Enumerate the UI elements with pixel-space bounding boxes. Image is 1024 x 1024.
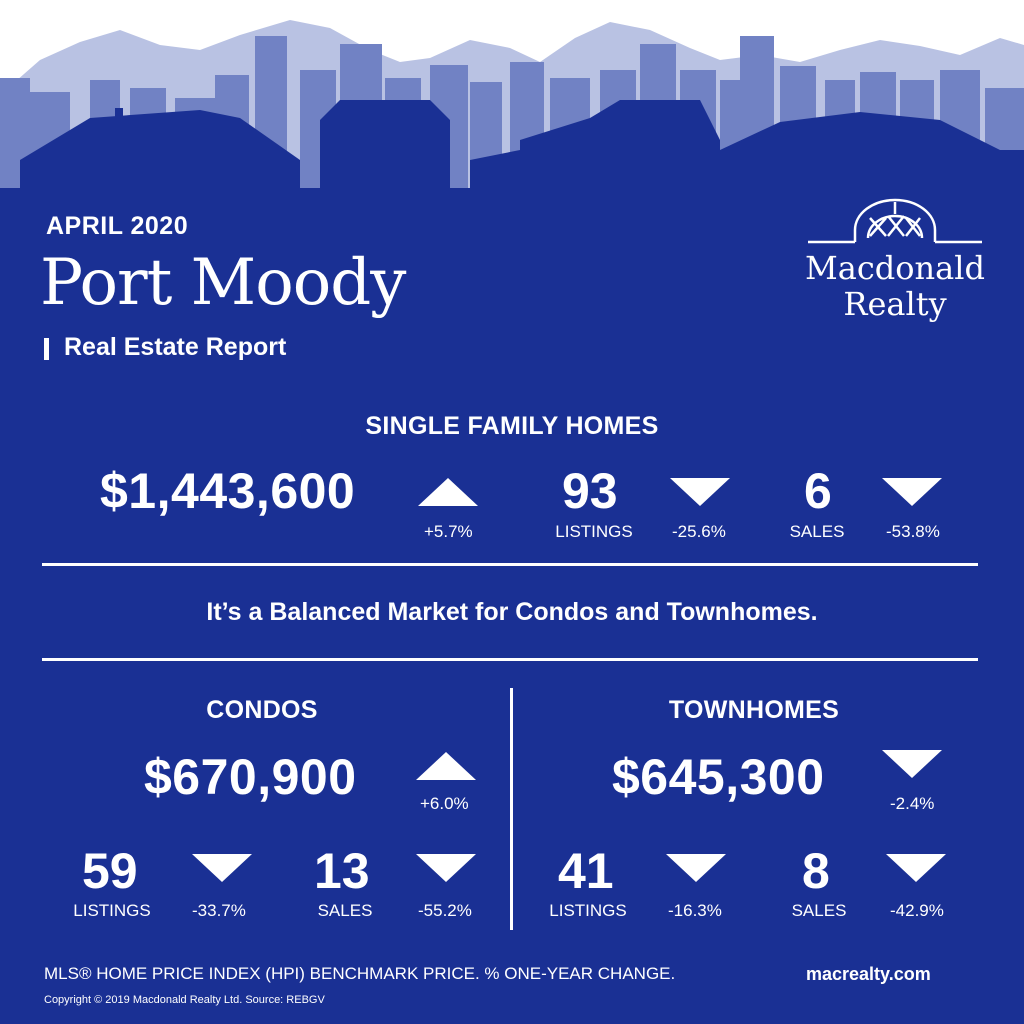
logo-emblem-icon [800, 196, 990, 248]
single-family-sales-label: SALES [789, 522, 845, 541]
single-family-sales-count: 6 [804, 463, 832, 519]
copyright: Copyright © 2019 Macdonald Realty Ltd. Source: REBGV [44, 994, 325, 1006]
townhomes-price: $645,300 [612, 749, 825, 805]
single-family-price: $1,443,600 [100, 463, 356, 519]
macdonald-realty-logo [800, 196, 990, 336]
condos-title: CONDOS [206, 696, 318, 724]
townhomes-listings-label: LISTINGS [549, 901, 627, 920]
condos-sales-change: -55.2% [418, 901, 472, 920]
logo-line-1: Macdonald [805, 249, 985, 287]
townhomes-sales-count: 8 [802, 843, 830, 899]
townhomes-listings-count: 41 [558, 843, 614, 899]
single-family-price-trend-icon [416, 476, 480, 508]
website-link[interactable]: macrealty.com [806, 964, 931, 984]
condos-listings-count: 59 [82, 843, 138, 899]
condos-sales-label: SALES [317, 901, 373, 920]
single-family-title: SINGLE FAMILY HOMES [365, 412, 659, 440]
townhomes-price-trend-icon [880, 748, 944, 780]
single-family-listings-change: -25.6% [672, 522, 726, 541]
townhomes-title: TOWNHOMES [668, 696, 840, 724]
condos-price: $670,900 [144, 749, 357, 805]
townhomes-listings-trend-icon [664, 852, 728, 884]
condos-price-change: +6.0% [420, 794, 469, 813]
single-family-listings-label: LISTINGS [555, 522, 633, 541]
city-title: Port Moody [40, 246, 406, 320]
townhomes-sales-change: -42.9% [890, 901, 944, 920]
report-subtitle: Real Estate Report [64, 333, 287, 361]
divider-top [42, 563, 978, 566]
footer-note: MLS® HOME PRICE INDEX (HPI) BENCHMARK PRICE. % ONE-YEAR CHANGE. [44, 964, 676, 983]
condos-listings-trend-icon [190, 852, 254, 884]
townhomes-listings-change: -16.3% [668, 901, 722, 920]
divider-middle [42, 658, 978, 661]
single-family-price-change: +5.7% [424, 522, 473, 541]
townhomes-sales-trend-icon [884, 852, 948, 884]
condos-listings-label: LISTINGS [73, 901, 151, 920]
townhomes-sales-label: SALES [791, 901, 847, 920]
townhomes-price-change: -2.4% [890, 794, 935, 813]
logo-line-2: Realty [843, 285, 947, 323]
condos-listings-change: -33.7% [192, 901, 246, 920]
single-family-listings-count: 93 [562, 463, 618, 519]
skyline-illustration [0, 0, 1024, 200]
condos-price-trend-icon [414, 750, 478, 782]
condos-sales-count: 13 [314, 843, 370, 899]
subtitle-accent-bar [44, 338, 49, 360]
market-note: It’s a Balanced Market for Condos and Townhomes. [206, 598, 818, 626]
single-family-sales-trend-icon [880, 476, 944, 508]
column-divider [510, 688, 513, 930]
single-family-sales-change: -53.8% [886, 522, 940, 541]
report-month: APRIL 2020 [46, 212, 189, 240]
single-family-listings-trend-icon [668, 476, 732, 508]
condos-sales-trend-icon [414, 852, 478, 884]
